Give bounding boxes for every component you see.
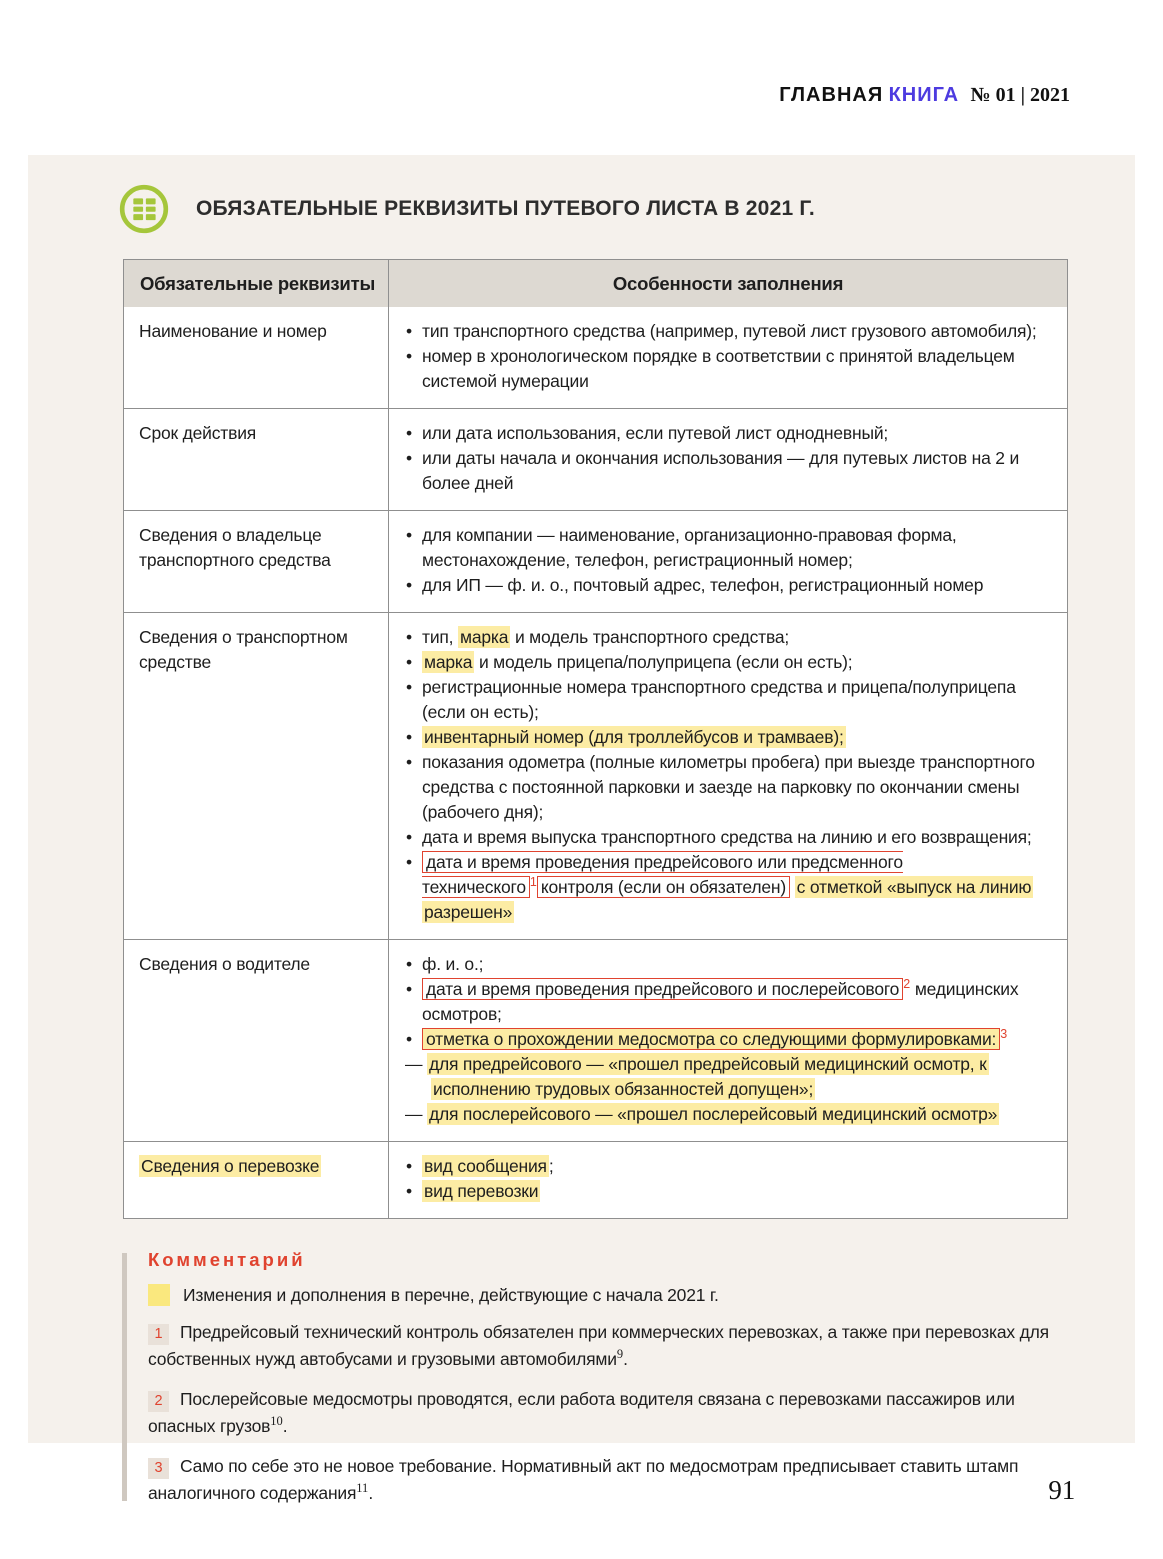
text-segment: Срок действия xyxy=(139,423,257,443)
bullet-item xyxy=(405,675,1051,725)
features-cell xyxy=(389,1142,1067,1218)
bullet-list xyxy=(405,319,1051,394)
issue-number: № 01 | 2021 xyxy=(970,84,1070,106)
requisite-cell xyxy=(124,307,389,408)
text-segment: для предрейсового — «прошел предрейсовый медицинский осмотр, к исполнению трудовых обязанностей допущен»; xyxy=(428,1054,987,1099)
bullet-list xyxy=(405,625,1051,925)
text-segment: вид перевозки xyxy=(424,1181,539,1201)
text-segment: Наименование и номер xyxy=(139,321,327,341)
text-segment: ф. и. о.; xyxy=(422,954,484,974)
footnote xyxy=(148,1453,1072,1507)
text-segment: 2 xyxy=(903,977,911,992)
text-segment: регистрационные номера транспортного средства и прицепа/полуприцепа (если он есть); xyxy=(422,677,1016,722)
comments-section xyxy=(122,1249,1072,1507)
text-segment: вид сообщения xyxy=(424,1156,547,1176)
requisite-cell xyxy=(124,613,389,939)
text-segment: и модель прицепа/полуприцепа (если он есть); xyxy=(474,652,853,672)
text-segment: 9 xyxy=(616,1347,624,1362)
text-segment: дата и время проведения предрейсового и послерейсового xyxy=(422,978,903,1000)
bullet-item xyxy=(405,344,1051,394)
bullet-item xyxy=(405,523,1051,573)
legend-row xyxy=(148,1284,1072,1306)
yellow-legend-swatch xyxy=(148,1284,170,1306)
table-row xyxy=(124,939,1067,1141)
footnote xyxy=(148,1386,1072,1440)
running-head xyxy=(779,84,1070,107)
table-row xyxy=(124,307,1067,408)
text-segment: контроля (если он обязателен) xyxy=(537,876,790,898)
text-segment: ; xyxy=(548,1156,554,1176)
bullet-list xyxy=(405,421,1051,496)
text-segment: 1 xyxy=(529,875,537,890)
brand-word-black: ГЛАВНАЯ xyxy=(779,84,884,106)
table-grid-icon xyxy=(118,183,170,235)
text-segment: инвентарный номер (для троллейбусов и трамваев); xyxy=(424,727,844,747)
text-segment: Сведения о перевозке xyxy=(141,1156,320,1176)
bullet-item xyxy=(405,1179,1051,1204)
bullet-list xyxy=(405,952,1051,1052)
footnotes-list xyxy=(148,1319,1072,1507)
legend-text: Изменения и дополнения в перечне, действующие с начала 2021 г. xyxy=(183,1284,719,1305)
text-segment: дата и время выпуска транспортного средства на линию и его возвращения; xyxy=(422,827,1032,847)
text-segment: 3 xyxy=(1000,1027,1008,1042)
features-cell xyxy=(389,409,1067,510)
dash-item xyxy=(405,1052,1051,1102)
table-row xyxy=(124,408,1067,510)
features-cell xyxy=(389,613,1067,939)
text-segment: — xyxy=(405,1054,427,1074)
text-segment: или даты начала и окончания использования — для путевых листов на 2 и более дней xyxy=(422,448,1020,493)
comments-title: Комментарий xyxy=(148,1249,306,1270)
text-segment: 11 xyxy=(356,1481,369,1496)
requisite-cell xyxy=(124,511,389,612)
brand-word-purple: КНИГА xyxy=(888,84,960,106)
table-body xyxy=(124,307,1067,1218)
text-segment: и модель транспортного средства; xyxy=(510,627,790,647)
comments-left-bar xyxy=(122,1253,127,1501)
bullet-item xyxy=(405,725,1051,750)
requisite-cell xyxy=(124,940,389,1141)
page-number: 91 xyxy=(1048,1475,1075,1505)
bullet-list xyxy=(405,1154,1051,1204)
text-segment: 10 xyxy=(270,1414,283,1429)
requisite-cell xyxy=(124,409,389,510)
features-cell xyxy=(389,940,1067,1141)
text-segment: — xyxy=(405,1104,427,1124)
table-header-row xyxy=(124,260,1067,307)
section-title-row xyxy=(118,183,1135,235)
bullet-item xyxy=(405,573,1051,598)
bullet-item xyxy=(405,625,1051,650)
features-cell xyxy=(389,511,1067,612)
requisite-cell xyxy=(124,1142,389,1218)
text-segment: . xyxy=(623,1349,628,1369)
bullet-item xyxy=(405,650,1051,675)
text-segment: номер в хронологическом порядке в соответствии с принятой владельцем системой нумерации xyxy=(422,346,1015,391)
text-segment: Сведения о водителе xyxy=(139,954,310,974)
bullet-item xyxy=(405,977,1051,1027)
text-segment: или дата использования, если путевой лист однодневный; xyxy=(422,423,889,443)
table-row xyxy=(124,510,1067,612)
footnote-number-badge: 1 xyxy=(148,1324,169,1345)
bullet-item xyxy=(405,750,1051,825)
text-segment: марка xyxy=(424,652,473,672)
text-segment: с отметкой «выпуск на линию разрешен» xyxy=(424,877,1032,922)
comments-content xyxy=(148,1249,1072,1507)
footnote-number-badge: 3 xyxy=(148,1458,169,1479)
table-header-requisites: Обязательные реквизиты xyxy=(124,260,389,307)
bullet-item xyxy=(405,1027,1051,1052)
text-segment: для компании — наименование, организационно-правовая форма, местонахождение, телефон, регистрационный номер; xyxy=(422,525,957,570)
text-segment: отметка о прохождении медосмотра со следующими формулировками: xyxy=(422,1028,1000,1050)
table-row xyxy=(124,612,1067,939)
text-segment: тип, xyxy=(422,627,458,647)
footnote xyxy=(148,1319,1072,1373)
footnote-number-badge: 2 xyxy=(148,1391,169,1412)
bullet-item xyxy=(405,319,1051,344)
bullet-item xyxy=(405,850,1051,925)
requisites-table xyxy=(123,259,1068,1219)
bullet-item xyxy=(405,1154,1051,1179)
text-segment: дата и время проведения предрейсового или предсменного технического xyxy=(422,852,903,897)
text-segment: тип транспортного средства (например, путевой лист грузового автомобиля); xyxy=(422,321,1037,341)
text-segment xyxy=(790,877,795,897)
bullet-item xyxy=(405,952,1051,977)
text-segment: показания одометра (полные километры пробега) при выезде транспортного средства с постоянной парковки и заезде на парковку по окончании смены (рабочего дня); xyxy=(422,752,1035,822)
text-segment: . xyxy=(282,1416,288,1436)
text-segment: Само по себе это не новое требование. Нормативный акт по медосмотрам предписывает ставить штамп аналогичного содержания xyxy=(148,1456,1019,1503)
text-segment: Послерейсовые медосмотры проводятся, если работа водителя связана с перевозками пассажиров или опасных грузов xyxy=(148,1389,1015,1436)
text-segment: Предрейсовый технический контроль обязателен при коммерческих перевозках, а также при перевозках для собственных нужд автобусами и грузовыми автомобилями xyxy=(148,1322,1049,1369)
text-segment: . xyxy=(368,1483,373,1503)
text-segment: Сведения о транспортном средстве xyxy=(139,627,348,672)
section-title: ОБЯЗАТЕЛЬНЫЕ РЕКВИЗИТЫ ПУТЕВОГО ЛИСТА В 2021 Г. xyxy=(196,197,815,220)
table-header-features: Особенности заполнения xyxy=(612,273,844,294)
text-segment: для ИП — ф. и. о., почтовый адрес, телефон, регистрационный номер xyxy=(422,575,984,595)
text-segment: марка xyxy=(460,627,509,647)
bullet-item xyxy=(405,825,1051,850)
text-segment: для послерейсового — «прошел послерейсовый медицинский осмотр» xyxy=(428,1104,998,1124)
bullet-item xyxy=(405,421,1051,446)
features-cell xyxy=(389,307,1067,408)
bullet-list xyxy=(405,523,1051,598)
dash-item xyxy=(405,1102,1051,1127)
table-row xyxy=(124,1141,1067,1218)
text-segment: медицинских осмотров; xyxy=(422,979,1019,1024)
text-segment: Сведения о владельце транспортного средства xyxy=(139,525,331,570)
bullet-item xyxy=(405,446,1051,496)
